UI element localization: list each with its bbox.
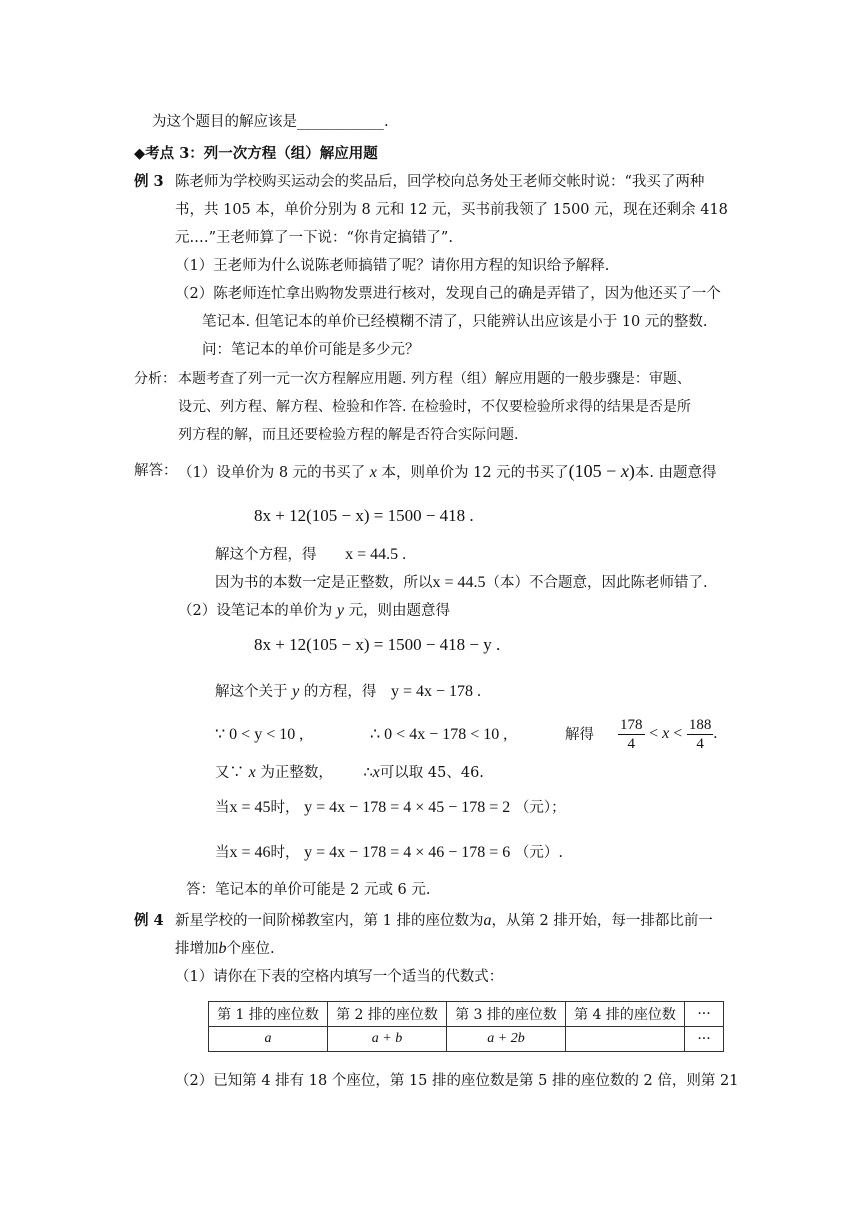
answer-part-1-pre: （1）设单价为 8 元的书买了 bbox=[178, 465, 366, 481]
also-line: 又∵ x 为正整数， ∴x可以取 45、46. bbox=[215, 764, 484, 781]
case-2-x: x = 46 bbox=[229, 844, 271, 861]
fill-blank-line: 为这个题目的解应该是____________. bbox=[152, 114, 389, 130]
table-cell: a bbox=[209, 1027, 328, 1052]
solve-1-eq: x = 44.5 . bbox=[345, 546, 407, 563]
expr-105-minus-x: (105 − x) bbox=[568, 461, 635, 481]
example-3-question-2a: （2）陈老师连忙拿出购物发票进行核对，发现自己的确是弄错了，因为他还买了一个 bbox=[175, 286, 721, 302]
example-3-line-3: 元.…”王老师算了一下说：“你肯定搞错了”. bbox=[175, 230, 453, 246]
answer-part-1-post: 本. 由题意得 bbox=[634, 465, 717, 481]
therefore-line: ∴ 0 < 4x − 178 < 10 , bbox=[370, 726, 508, 743]
table-header-cell: 第 2 排的座位数 bbox=[328, 1002, 447, 1027]
section-title: ◆考点 3：列一次方程（组）解应用题 bbox=[134, 145, 378, 162]
example-3-line-1: 陈老师为学校购买运动会的奖品后，回学校向总务处王老师交帐时说：“我买了两种 bbox=[175, 174, 705, 190]
table-cell: a + 2b bbox=[447, 1027, 566, 1052]
analysis-label: 分析： bbox=[134, 371, 176, 387]
example-4-label: 例 4 bbox=[134, 912, 164, 929]
solve-1-text: 解这个方程，得 bbox=[215, 547, 317, 563]
case-1-pre: 当 bbox=[215, 800, 230, 816]
inequality-middle: < x < bbox=[649, 725, 683, 742]
case-1-x: x = 45 bbox=[229, 799, 271, 816]
example-4-question-1: （1）请你在下表的空格内填写一个适当的代数式： bbox=[175, 969, 504, 985]
example-4-line-2-pre: 排增加 bbox=[175, 941, 219, 957]
var-y: y bbox=[336, 602, 344, 619]
table-header-row bbox=[209, 1002, 724, 1027]
case-1 bbox=[215, 798, 566, 818]
reason-line bbox=[215, 573, 708, 593]
solve-2-text: 解这个关于 bbox=[215, 684, 288, 700]
var-x: x bbox=[369, 464, 377, 481]
analysis-line-1: 本题考查了列一元一次方程解应用题. 列方程（组）解应用题的一般步骤是：审题、 bbox=[178, 371, 691, 387]
case-2-mid: 时， bbox=[270, 845, 300, 861]
inequality-fractions: $\frac{178}{4}$ < x < $\frac{188}{4}$ . bbox=[620, 716, 718, 752]
equation-2: 8x + 12(105 − x) = 1500 − 418 − y . bbox=[254, 635, 501, 654]
equation-1: 8x + 12(105 − x) = 1500 − 418 . bbox=[254, 506, 474, 525]
var-a: a bbox=[483, 912, 492, 929]
also-var: x bbox=[248, 764, 256, 781]
analysis-line-2: 设元、列方程、解方程、检验和作答. 在检验时，不仅要检验所求得的结果是否是所 bbox=[178, 399, 691, 415]
reason-eq: x = 44.5 bbox=[432, 574, 486, 591]
because-line: ∵ 0 < y < 10 , bbox=[215, 726, 304, 743]
solve-2-mid: 的方程，得 bbox=[303, 684, 377, 700]
also-therefore: ∴ bbox=[363, 765, 373, 781]
solve-3-text: 解得 bbox=[565, 727, 594, 743]
also-post: 可以取 45、46. bbox=[379, 765, 484, 781]
example-3-label: 例 3 bbox=[134, 173, 164, 190]
case-2 bbox=[215, 843, 563, 863]
answer-part-1 bbox=[178, 461, 717, 483]
example-3-question-2c: 问：笔记本的单价可能是多少元？ bbox=[202, 342, 420, 358]
case-1-mid: 时， bbox=[270, 800, 300, 816]
case-1-unit: （元）； bbox=[514, 800, 566, 816]
table-cell: ··· bbox=[685, 1027, 724, 1052]
solve-2 bbox=[215, 682, 481, 702]
reason-pre: 因为书的本数一定是正整数，所以 bbox=[215, 575, 433, 591]
case-2-eq: y = 4x − 178 = 4 × 46 − 178 = 6 bbox=[304, 844, 511, 861]
table-cell: a + b bbox=[328, 1027, 447, 1052]
example-3-question-2b: 笔记本. 但笔记本的单价已经模糊不清了，只能辨认出应该是小于 10 元的整数. bbox=[202, 314, 708, 330]
fraction-178-4: $\frac{178}{4}$ bbox=[620, 716, 643, 752]
solve-1 bbox=[215, 545, 406, 565]
case-2-unit: （元）. bbox=[514, 845, 563, 861]
case-1-eq: y = 4x − 178 = 4 × 45 − 178 = 2 bbox=[304, 799, 511, 816]
example-4-line-1-mid: ，从第 2 排开始，每一排都比前一 bbox=[491, 913, 713, 929]
example-3-line-2: 书，共 105 本，单价分别为 8 元和 12 元，买书前我领了 1500 元，现在还剩余 418 bbox=[175, 202, 728, 218]
example-4-line-2 bbox=[175, 939, 275, 959]
var-y-2: y bbox=[292, 683, 300, 700]
answer-label: 解答： bbox=[134, 463, 178, 479]
table-header-cell: 第 3 排的座位数 bbox=[447, 1002, 566, 1027]
var-b: b bbox=[218, 940, 227, 957]
final-answer: 答：笔记本的单价可能是 2 元或 6 元. bbox=[186, 882, 431, 898]
fraction-188-4: $\frac{188}{4}$ bbox=[688, 716, 712, 752]
table-row bbox=[209, 1027, 724, 1052]
table-header-cell: ··· bbox=[685, 1002, 724, 1027]
answer-part-2 bbox=[178, 601, 450, 621]
analysis-line-3: 列方程的解，而且还要检验方程的解是否符合实际问题. bbox=[178, 427, 519, 443]
also-pre: 又∵ bbox=[215, 765, 244, 781]
also-mid: 为正整数， bbox=[260, 765, 333, 781]
example-4-line-1-pre: 新星学校的一间阶梯教室内，第 1 排的座位数为 bbox=[175, 913, 484, 929]
table-header-cell: 第 1 排的座位数 bbox=[209, 1002, 328, 1027]
table-cell-empty[interactable] bbox=[566, 1027, 685, 1052]
reason-post: （本）不合题意，因此陈老师错了. bbox=[485, 575, 708, 591]
example-3-question-1: （1）王老师为什么说陈老师搞错了呢？请你用方程的知识给予解释. bbox=[175, 258, 610, 274]
answer-part-1-mid: 本，则单价为 12 元的书买了 bbox=[381, 465, 569, 481]
example-4-question-2: （2）已知第 4 排有 18 个座位，第 15 排的座位数是第 5 排的座位数的 2 倍，则第 21 bbox=[175, 1073, 739, 1089]
case-2-pre: 当 bbox=[215, 845, 230, 861]
seat-table bbox=[208, 1001, 724, 1052]
answer-part-2-post: 元，则由题意得 bbox=[348, 603, 451, 619]
solve-2-eq: y = 4x − 178 . bbox=[390, 683, 481, 700]
example-4-line-1 bbox=[175, 911, 713, 931]
table-header-cell: 第 4 排的座位数 bbox=[566, 1002, 685, 1027]
example-4-line-2-post: 个座位. bbox=[226, 941, 275, 957]
answer-part-2-pre: （2）设笔记本的单价为 bbox=[178, 603, 333, 619]
